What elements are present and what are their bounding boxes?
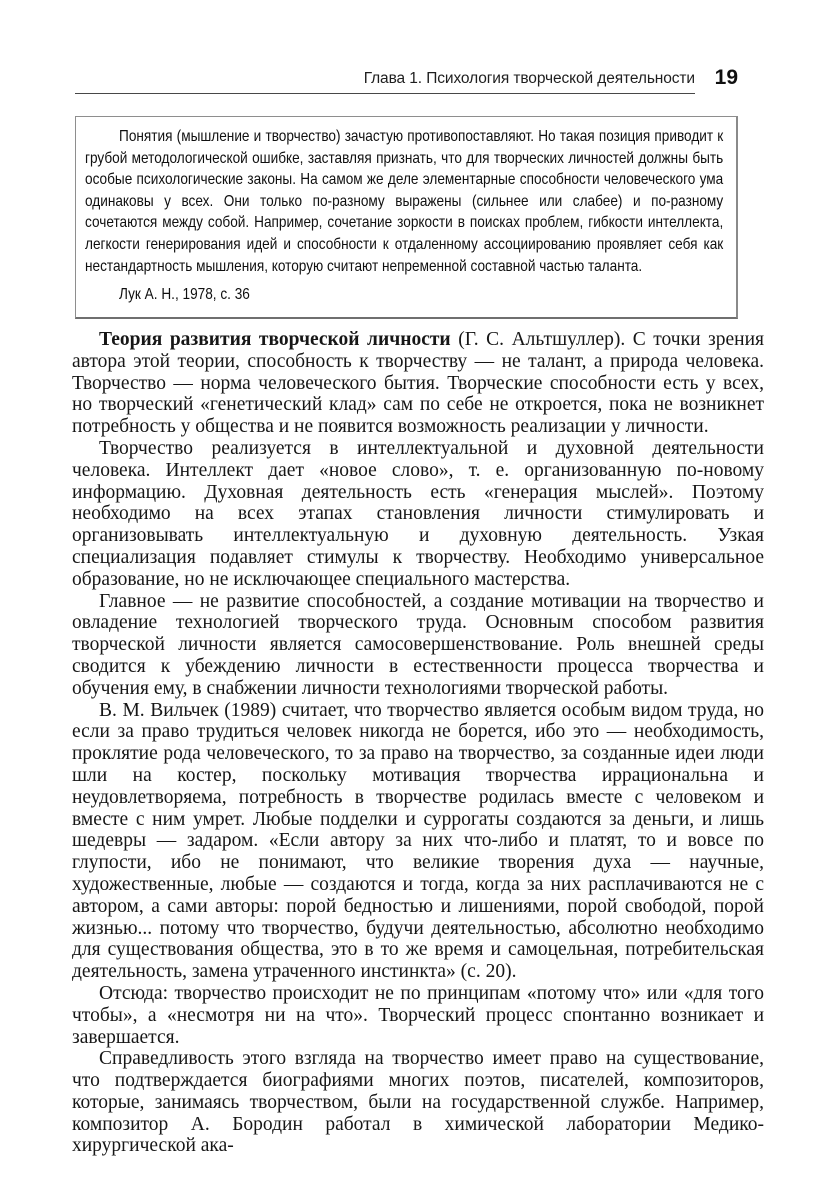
body-paragraph-4: В. М. Вильчек (1989) считает, что творчество является особым видом труда, но если за право трудиться человек никогда не борется, ибо это — необходимость, проклятие рода человеческого, то за право на творчество, за созданные идеи люди шли на костер, поскольку мотивация творчества иррациональна и неудовлетворяема, потребность в творчестве родилась вместе с человеком и вместе с ним умрет. Любые подделки и суррогаты создаются за деньги, и лишь шедевры — задаром. «Если автору за них что-либо и платят, то и вовсе по глупости, ибо не понимают, что великие творения духа — научные, художественные, любые — создаются и тогда, когда за них расплачиваются не с автором, а сами авторы: порой бедностью и лишениями, порой свободой, порой жизнью... потому что творчество, будучи деятельностью, абсолютно необходимо для существования общества, это в то же время и самоцельная, потребительская деятельность, замена утраченного инстинкта» (с. 20).: [72, 699, 764, 983]
body-paragraph-3: Главное — не развитие способностей, а создание мотивации на творчество и овладение технологией творческого труда. Основным способом развития творческой личности является самосовершенствование. Роль внешней среды сводится к убеждению личности в естественности процесса творчества и обучения ему, в снабжении личности технологиями творческой работы.: [72, 590, 764, 699]
body-paragraph-2: Творчество реализуется в интеллектуальной и духовной деятельности человека. Интеллект дает «новое слово», т. е. организованную по-новому информацию. Духовная деятельность есть «генерация мыслей». Поэтому необходимо на всех этапах становления личности стимулировать и организовывать интеллектуальную и духовную деятельность. Узкая специализация подавляет стимулы к творчеству. Необходимо универсальное образование, но не исключающее специального мастерства.: [72, 437, 764, 590]
quote-citation: Лук А. Н., 1978, с. 36: [119, 286, 250, 304]
quote-box-content: [85, 126, 723, 306]
running-header: [75, 70, 695, 94]
page-number: 19: [714, 66, 738, 89]
body-text: [72, 329, 764, 1157]
body-paragraph-5: Отсюда: творчество происходит не по принципам «потому что» или «для того чтобы», а «несмотря ни на что». Творческий процесс спонтанно возникает и завершается.: [72, 982, 764, 1048]
paragraph-lead-rest: (Г. С. Альтшуллер). С точки зрения автора этой теории, способность к творчеству — не талант, а природа человека. Творчество — норма человеческого бытия. Творческие способности есть у всех, но творческий «генетический клад» сам по себе не откроется, пока не возникнет потребность у общества и не появится возможность реализации у личности.: [72, 329, 764, 438]
quote-text: Понятия (мышление и творчество) зачастую противопоставляют. Но такая позиция приводит к грубой методологической ошибке, заставляя признать, что для творческих личностей должны быть особые психологические законы. На самом же деле элементарные способности человеческого ума одинаковы у всех. Они только по-разному выражены (сильнее или слабее) и по-разному сочетаются между собой. Например, сочетание зоркости в поисках проблем, гибкости интеллекта, легкости генерирования идей и способности к отдаленному ассоциированию проявляет себя как нестандартность мышления, которую считают непременной составной частью таланта.: [85, 128, 724, 275]
quote-box: [75, 116, 738, 319]
body-paragraph-1: [72, 329, 764, 438]
paragraph-lead-bold: Теория развития творческой личности: [99, 329, 451, 350]
chapter-title: Глава 1. Психология творческой деятельности: [363, 70, 695, 87]
body-paragraph-6: Справедливость этого взгляда на творчество имеет право на существование, что подтверждается биографиями многих поэтов, писателей, композиторов, которые, занимаясь творчеством, были на государственной службе. Например, композитор А. Бородин работал в химической лаборатории Медико-хирургической ака-: [72, 1048, 764, 1157]
